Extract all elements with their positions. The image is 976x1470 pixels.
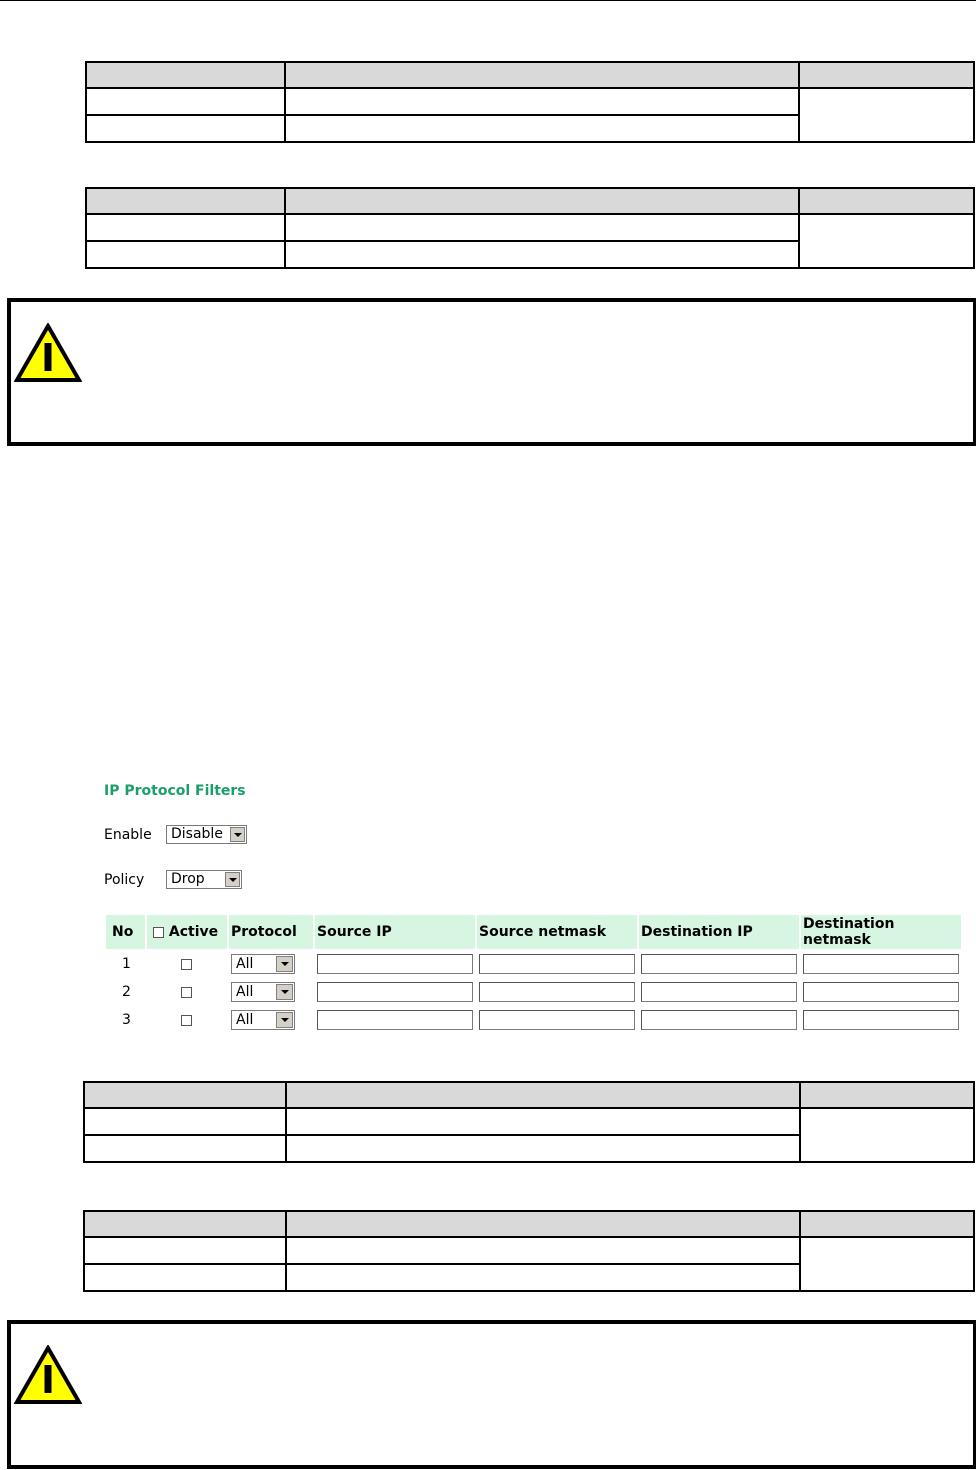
- destination-ip-input[interactable]: [641, 954, 797, 974]
- spec-cell: [286, 1135, 800, 1162]
- chevron-down-icon[interactable]: [230, 827, 245, 842]
- active-checkbox[interactable]: [181, 1015, 192, 1026]
- source-netmask-cell: [477, 1007, 637, 1033]
- spec-header-cell: [286, 1082, 800, 1108]
- row-number: 1: [122, 956, 131, 972]
- spec-cell: [86, 115, 285, 142]
- source-netmask-input[interactable]: [479, 982, 635, 1002]
- active-cell: [147, 979, 227, 1005]
- spec-header-cell: [84, 1211, 286, 1237]
- spec-cell: [285, 88, 799, 115]
- protocol-cell: [229, 979, 313, 1005]
- column-header-active: [147, 915, 227, 949]
- select-all-checkbox[interactable]: [153, 927, 164, 938]
- destination-ip-input[interactable]: [641, 1010, 797, 1030]
- warning-box: [7, 298, 976, 446]
- spec-header-cell: [285, 188, 799, 214]
- ip-protocol-filters-title: IP Protocol Filters: [104, 783, 246, 799]
- spec-header-cell: [285, 62, 799, 88]
- policy-select-value: Drop: [171, 871, 205, 887]
- spec-cell: [84, 1264, 286, 1291]
- destination-ip-cell: [639, 951, 799, 977]
- protocol-select-value: All: [236, 984, 254, 1000]
- spec-cell: [86, 214, 285, 241]
- column-header-protocol: Protocol: [229, 915, 313, 949]
- spec-cell: [286, 1237, 800, 1264]
- spec-table-4: [83, 1210, 975, 1292]
- spec-cell: [285, 214, 799, 241]
- spec-cell: [86, 241, 285, 268]
- column-header-source-netmask: Source netmask: [477, 915, 637, 949]
- chevron-down-icon[interactable]: [276, 1012, 293, 1028]
- spec-cell: [800, 1237, 974, 1291]
- source-ip-input[interactable]: [317, 982, 473, 1002]
- destination-netmask-cell: [801, 951, 961, 977]
- row-number: 3: [122, 1012, 131, 1028]
- table-row: [106, 951, 961, 977]
- warning-box: [7, 1320, 976, 1469]
- protocol-select[interactable]: [231, 954, 295, 974]
- spec-table-1: [85, 61, 975, 143]
- table-row: [106, 1007, 961, 1033]
- column-header-no: No: [106, 915, 145, 949]
- policy-label: Policy: [104, 872, 145, 888]
- destination-netmask-cell: [801, 1007, 961, 1033]
- chevron-down-icon[interactable]: [225, 872, 240, 887]
- active-cell: [147, 951, 227, 977]
- protocol-cell: [229, 1007, 313, 1033]
- source-ip-input[interactable]: [317, 954, 473, 974]
- spec-header-cell: [86, 62, 285, 88]
- row-number: 2: [122, 984, 131, 1000]
- spec-header-cell: [799, 62, 974, 88]
- page-top-rule: [0, 0, 976, 1]
- spec-cell: [286, 1264, 800, 1291]
- policy-select[interactable]: [166, 870, 242, 889]
- active-checkbox[interactable]: [181, 987, 192, 998]
- spec-header-cell: [800, 1082, 974, 1108]
- protocol-select[interactable]: [231, 982, 295, 1002]
- spec-cell: [286, 1108, 800, 1135]
- column-header-destination-netmask: Destination netmask: [801, 915, 961, 949]
- spec-cell: [799, 214, 974, 268]
- source-ip-cell: [315, 1007, 475, 1033]
- destination-ip-cell: [639, 979, 799, 1005]
- column-header-destination-ip: Destination IP: [639, 915, 799, 949]
- protocol-cell: [229, 951, 313, 977]
- spec-table-2: [85, 187, 975, 269]
- destination-netmask-input[interactable]: [803, 954, 959, 974]
- destination-netmask-input[interactable]: [803, 982, 959, 1002]
- source-ip-cell: [315, 979, 475, 1005]
- spec-table-3: [83, 1081, 975, 1163]
- spec-cell: [84, 1108, 286, 1135]
- spec-header-cell: [800, 1211, 974, 1237]
- source-netmask-cell: [477, 979, 637, 1005]
- source-ip-cell: [315, 951, 475, 977]
- enable-select[interactable]: [166, 825, 247, 844]
- spec-header-cell: [799, 188, 974, 214]
- active-cell: [147, 1007, 227, 1033]
- spec-cell: [285, 241, 799, 268]
- spec-cell: [84, 1135, 286, 1162]
- spec-header-cell: [84, 1082, 286, 1108]
- spec-cell: [799, 88, 974, 142]
- enable-label: Enable: [104, 827, 152, 843]
- source-netmask-input[interactable]: [479, 954, 635, 974]
- protocol-select[interactable]: [231, 1010, 295, 1030]
- source-ip-input[interactable]: [317, 1010, 473, 1030]
- enable-select-value: Disable: [171, 826, 223, 842]
- spec-header-cell: [86, 188, 285, 214]
- active-checkbox[interactable]: [181, 959, 192, 970]
- spec-header-cell: [286, 1211, 800, 1237]
- destination-netmask-cell: [801, 979, 961, 1005]
- protocol-select-value: All: [236, 1012, 254, 1028]
- chevron-down-icon[interactable]: [276, 984, 293, 1000]
- warning-triangle-icon: [14, 1345, 82, 1405]
- spec-cell: [84, 1237, 286, 1264]
- source-netmask-cell: [477, 951, 637, 977]
- table-row: [106, 979, 961, 1005]
- warning-triangle-icon: [14, 323, 82, 383]
- column-header-source-ip: Source IP: [315, 915, 475, 949]
- destination-netmask-input[interactable]: [803, 1010, 959, 1030]
- spec-cell: [285, 115, 799, 142]
- spec-cell: [86, 88, 285, 115]
- protocol-select-value: All: [236, 956, 254, 972]
- destination-ip-cell: [639, 1007, 799, 1033]
- chevron-down-icon[interactable]: [276, 956, 293, 972]
- spec-cell: [800, 1108, 974, 1162]
- ip-protocol-filter-table: [104, 913, 963, 1035]
- source-netmask-input[interactable]: [479, 1010, 635, 1030]
- destination-ip-input[interactable]: [641, 982, 797, 1002]
- column-header-active-label: Active: [168, 924, 219, 940]
